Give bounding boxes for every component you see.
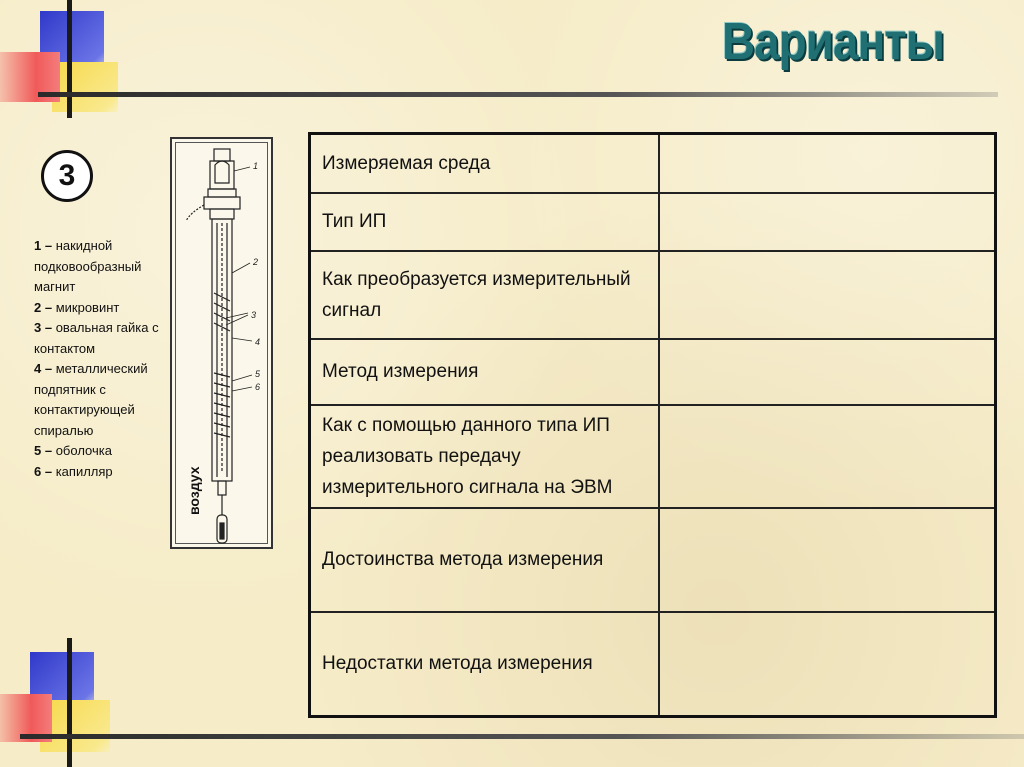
legend-item-number: 2 (34, 299, 42, 315)
row-question: Как преобразуется измерительный сигнал (310, 251, 660, 339)
lead-wire (186, 205, 204, 221)
legend-item (34, 359, 164, 441)
legend-dash: – (41, 443, 56, 458)
legend-item (34, 462, 164, 483)
row-question: Тип ИП (310, 193, 660, 251)
row-answer-cell[interactable] (659, 193, 996, 251)
callout-5: 5 (255, 369, 261, 379)
deco-yellow-square (52, 62, 118, 112)
deco-vertical-line-bottom (67, 638, 72, 767)
table-row (310, 339, 996, 405)
legend-item-text: капилляр (55, 463, 113, 479)
row-answer-cell[interactable] (659, 339, 996, 405)
deco-vertical-line (67, 0, 72, 118)
legend-item (34, 318, 164, 359)
variant-number-badge: 3 (41, 150, 93, 202)
row-question: Недостатки метода измерения (310, 612, 660, 717)
legend-item-text: овальная гайка с контактом (34, 320, 159, 356)
bottom-divider-line (20, 734, 1024, 739)
row-answer-cell[interactable] (659, 251, 996, 339)
callout-6: 6 (255, 382, 261, 392)
legend-item-text: накидной подковообразный магнит (34, 238, 142, 294)
horseshoe-magnet (210, 161, 234, 189)
callout-1: 1 (253, 161, 259, 171)
legend-item (34, 298, 164, 319)
row-answer-cell[interactable] (659, 405, 996, 508)
legend-item-text: оболочка (55, 443, 112, 458)
legend-dash: – (41, 299, 56, 315)
callout-4: 4 (255, 337, 261, 347)
legend-item (34, 236, 164, 298)
top-divider-line (38, 92, 998, 97)
row-answer-cell[interactable] (659, 134, 996, 193)
variant-table (308, 132, 997, 718)
magnet-top-part (214, 149, 230, 161)
page-title: Варианты (722, 13, 945, 71)
legend-dash: – (41, 320, 56, 335)
legend-item (34, 441, 164, 462)
legend-item-text: металлический подпятник с контактирующей спиралью (34, 361, 148, 438)
legend-item-number: 5 (34, 443, 42, 458)
table-row (310, 193, 996, 251)
row-question: Измеряемая среда (310, 134, 660, 193)
legend-dash: – (41, 463, 56, 479)
row-answer-cell[interactable] (659, 612, 996, 717)
callout-2: 2 (253, 257, 259, 267)
row-question: Как с помощью данного типа ИП реализовать передачу измерительного сигнала на ЭВМ (310, 405, 660, 508)
air-label: воздух (186, 466, 202, 515)
legend-item-text: микровинт (55, 299, 120, 315)
legend-item-number: 3 (34, 320, 42, 335)
head-nut (204, 197, 240, 209)
row-question: Метод измерения (310, 339, 660, 405)
legend-item-number: 1 (34, 238, 42, 253)
table-row (310, 612, 996, 717)
legend-item-number: 4 (34, 361, 42, 376)
table-row (310, 251, 996, 339)
table-row (310, 134, 996, 193)
row-answer-cell[interactable] (659, 508, 996, 612)
figure-legend (34, 236, 164, 482)
row-question: Достоинства метода измерения (310, 508, 660, 612)
legend-item-number: 6 (34, 463, 42, 479)
legend-dash: – (41, 238, 56, 253)
callout-3: 3 (251, 310, 257, 320)
legend-dash: – (41, 361, 56, 376)
table-row (310, 405, 996, 508)
table-row (310, 508, 996, 612)
